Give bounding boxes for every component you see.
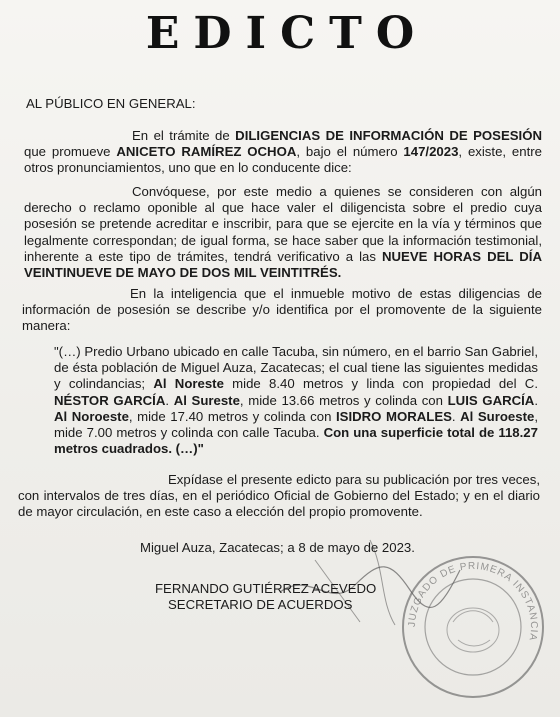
- property-description-quote: "(…) Predio Urbano ubicado en calle Tacuba, sin número, en el barrio San Gabriel, de ésta población de Miguel Auza, Zacatecas; el cual tiene las siguientes medidas y colindancias; Al Noreste mide 8.40 metros y linda con propiedad del C. NÉSTOR GARCÍA. Al Sureste, mide 13.66 metros y colinda con LUIS GARCÍA. Al Noroeste, mide 17.40 metros y colinda con ISIDRO MORALES. Al Suroeste, mide 7.00 metros y colinda con calle Tacuba. Con una superficie total de 118.27 metros cuadrados. (…)": [54, 344, 538, 457]
- paragraph-property-intro: En la inteligencia que el inmueble motivo de estas diligencias de información de posesión se describe y/o identifica por el promovente de la siguiente manera:: [22, 286, 542, 334]
- signatory-name: FERNANDO GUTIÉRREZ ACEVEDO: [155, 581, 377, 596]
- paragraph-summons: Convóquese, por este medio a quienes se consideren con algún derecho o reclamo oponible al que hace valer el diligencista sobre el predio cuya posesión se pretende acreditar e inscribir, para que se ejercite en la vía y términos que legalmente correspondan; de igual forma, se hace saber que la información testimonial, inherente a este tipo de trámites, tendrá verificativo a las NUEVE HORAS DEL DÍA VEINTINUEVE DE MAYO DE DOS MIL VEINTITRÉS.: [24, 184, 542, 281]
- paragraph-procedure: En el trámite de DILIGENCIAS DE INFORMACIÓN DE POSESIÓN que promueve ANICETO RAMÍREZ OCHOA, bajo el número 147/2023, existe, entre otros pronunciamientos, uno que en lo conducente dice:: [24, 128, 542, 176]
- signatory-title: SECRETARIO DE ACUERDOS: [168, 597, 353, 612]
- svg-text:JUZGADO DE PRIMERA INSTANCIA: JUZGADO DE PRIMERA INSTANCIA: [406, 560, 540, 643]
- court-seal-stamp: [398, 552, 548, 702]
- page-title: EDICTO: [145, 8, 429, 59]
- greeting: AL PÚBLICO EN GENERAL:: [26, 96, 196, 111]
- date-line: Miguel Auza, Zacatecas; a 8 de mayo de 2023.: [140, 540, 415, 555]
- paragraph-publication: Expídase el presente edicto para su publicación por tres veces, con intervalos de tres días, en el periódico Oficial de Gobierno del Estado; y en el diario de mayor circulación, en este caso a elección del propio promovente.: [18, 472, 540, 520]
